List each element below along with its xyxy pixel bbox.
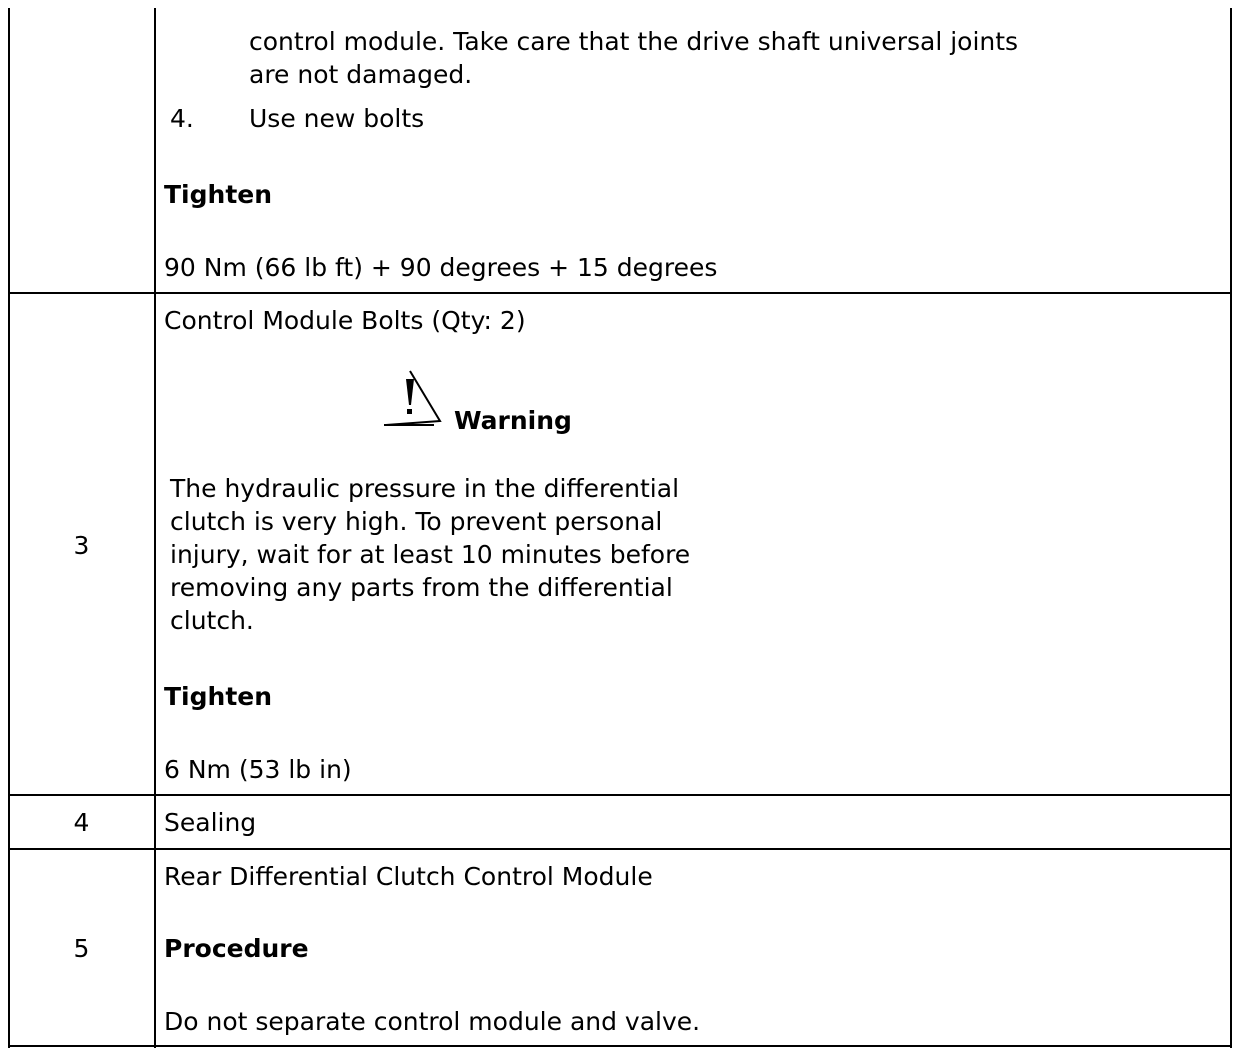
list-item-number: 4. [170, 104, 194, 133]
warning-icon [384, 365, 444, 429]
column-divider [154, 8, 156, 1048]
row-divider [8, 848, 1232, 850]
component-title: Rear Differential Clutch Control Module [164, 862, 653, 891]
torque-spec: 90 Nm (66 lb ft) + 90 degrees + 15 degrees [164, 253, 718, 282]
tighten-heading: Tighten [164, 180, 273, 209]
table-border-left [8, 8, 10, 1048]
row-number: 5 [73, 934, 90, 963]
warning-text: The hydraulic pressure in the differential [170, 474, 680, 503]
warning-heading: Warning [454, 406, 572, 435]
warning-text: injury, wait for at least 10 minutes before [170, 540, 691, 569]
warning-text: clutch is very high. To prevent personal [170, 507, 663, 536]
tighten-heading: Tighten [164, 682, 273, 711]
procedure-heading: Procedure [164, 934, 309, 963]
list-item-text: Use new bolts [249, 104, 425, 133]
torque-spec: 6 Nm (53 lb in) [164, 755, 352, 784]
table-border-right [1230, 8, 1232, 1048]
step-text: are not damaged. [249, 60, 473, 89]
procedure-text: Do not separate control module and valve. [164, 1007, 701, 1036]
row-number: 4 [73, 808, 90, 837]
row-divider [8, 292, 1232, 294]
component-title: Control Module Bolts (Qty: 2) [164, 306, 526, 335]
table-border-bottom [8, 1045, 1232, 1047]
warning-text: removing any parts from the differential [170, 573, 673, 602]
row-number: 3 [73, 531, 90, 560]
row-divider [8, 794, 1232, 796]
component-title: Sealing [164, 808, 257, 837]
warning-text: clutch. [170, 606, 254, 635]
step-text: control module. Take care that the drive shaft universal joints [249, 27, 1019, 56]
